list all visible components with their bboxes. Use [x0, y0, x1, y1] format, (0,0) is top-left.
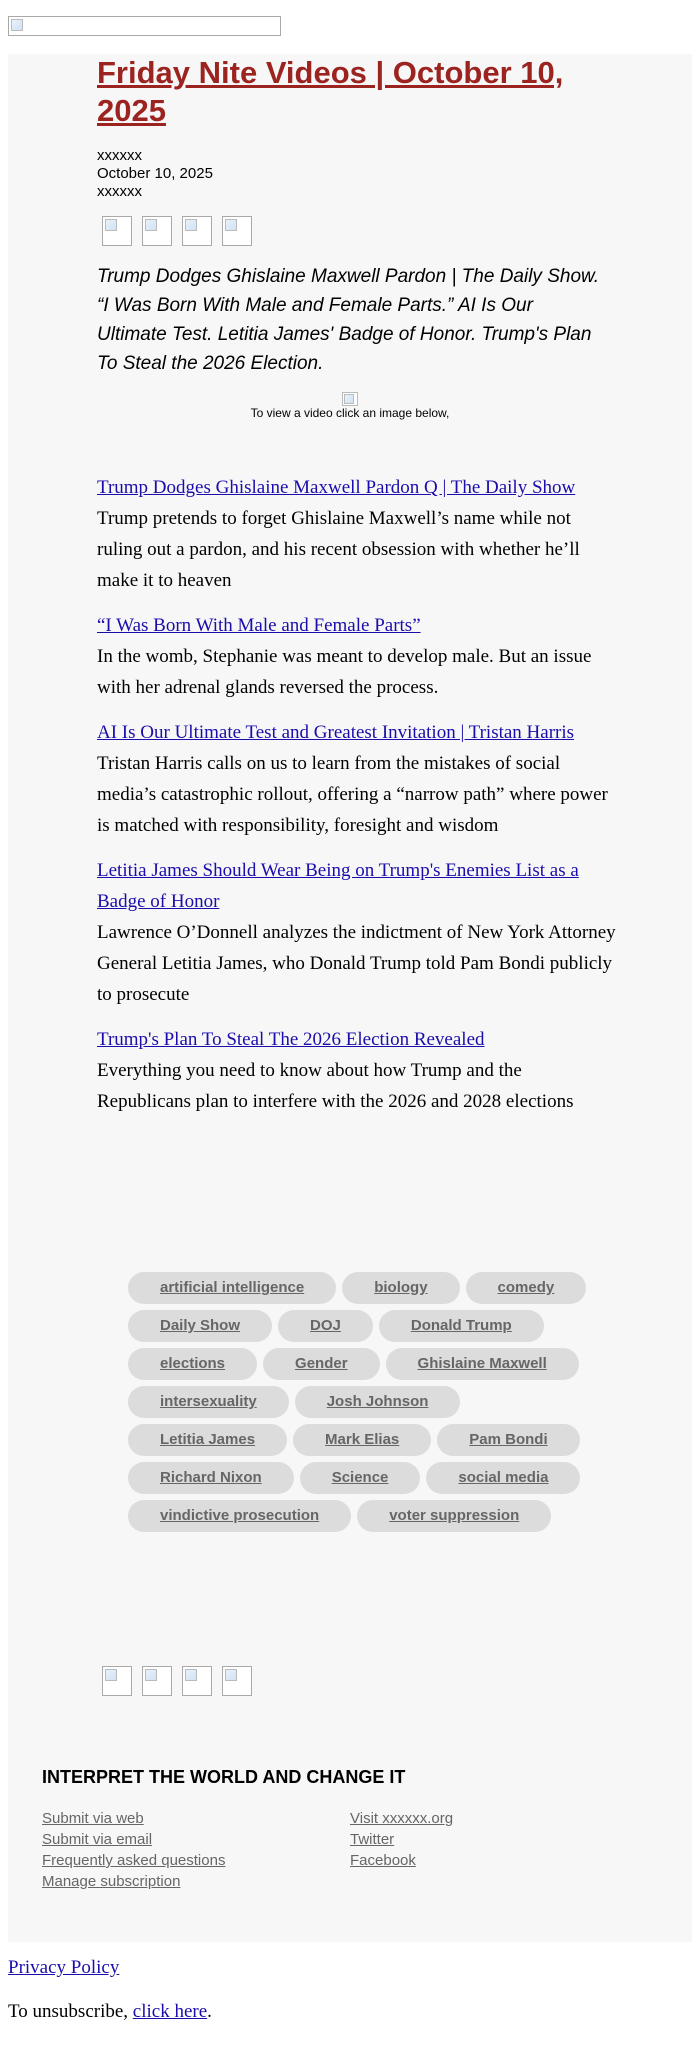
video-instructions: To view a video click an image below, [250, 406, 450, 420]
article-link[interactable]: Letitia James Should Wear Being on Trump's Enemies List as a Badge of Honor [97, 860, 579, 912]
tag-link[interactable]: vindictive prosecution [128, 1500, 351, 1532]
article-link[interactable]: Trump's Plan To Steal The 2026 Election Revealed [97, 1029, 485, 1050]
article-description: Everything you need to know about how Trump and the Republicans plan to interfere with the 2026 and 2028 elections [97, 1060, 574, 1112]
tag-link[interactable]: Pam Bondi [437, 1424, 579, 1456]
meta-date: October 10, 2025 [97, 165, 213, 182]
intro-summary: Trump Dodges Ghislaine Maxwell Pardon | The Daily Show. “I Was Born With Male and Female Parts.” AI Is Our Ultimate Test. Letitia James' Badge of Honor. Trump's Plan To Steal the 2026 Election. [97, 266, 599, 374]
article-link[interactable]: AI Is Our Ultimate Test and Greatest Invitation | Tristan Harris [97, 722, 575, 743]
tag-link[interactable]: artificial intelligence [128, 1272, 336, 1304]
video-thumbnail-image[interactable] [342, 392, 358, 406]
article-link[interactable]: “I Was Born With Male and Female Parts” [97, 615, 421, 636]
footer-link-submit-web[interactable]: Submit via web [42, 1810, 144, 1827]
article-item [97, 1024, 617, 1117]
article-item [97, 472, 617, 596]
tag-list [128, 1272, 588, 1532]
footer-links-left [42, 1808, 225, 1892]
footer-link-faq[interactable]: Frequently asked questions [42, 1852, 226, 1869]
article-description: Tristan Harris calls on us to learn from the mistakes of social media’s catastrophic rollout, offering a “narrow path” where power is matched with responsibility, foresight and wisdom [97, 753, 608, 836]
unsubscribe-line [8, 2000, 212, 2024]
tag-link[interactable]: elections [128, 1348, 257, 1380]
tag-link[interactable]: intersexuality [128, 1386, 289, 1418]
tag-link[interactable]: Richard Nixon [128, 1462, 294, 1494]
share-icon[interactable] [102, 1666, 132, 1696]
tag-link[interactable]: comedy [466, 1272, 587, 1304]
tag-link[interactable]: Gender [263, 1348, 380, 1380]
tag-link[interactable]: social media [426, 1462, 580, 1494]
share-icon[interactable] [182, 216, 212, 246]
footer-link-visit-site[interactable]: Visit xxxxxx.org [350, 1810, 454, 1827]
article-item [97, 610, 617, 703]
newsletter-meta [97, 147, 213, 201]
article-list [97, 472, 617, 1131]
unsubscribe-suffix: . [207, 2001, 212, 2022]
share-icon[interactable] [222, 1666, 252, 1696]
unsubscribe-link[interactable]: click here [132, 2001, 208, 2022]
footer-link-submit-email[interactable]: Submit via email [42, 1831, 153, 1848]
article-description: Trump pretends to forget Ghislaine Maxwell’s name while not ruling out a pardon, and his recent obsession with whether he’ll make it to heaven [97, 508, 580, 591]
footer-link-manage-subscription[interactable]: Manage subscription [42, 1873, 181, 1890]
tag-link[interactable]: biology [342, 1272, 459, 1304]
tag-link[interactable]: Donald Trump [379, 1310, 544, 1342]
tag-link[interactable]: Josh Johnson [295, 1386, 461, 1418]
header-logo-image [8, 16, 281, 36]
article-item [97, 717, 617, 841]
newsletter-card [8, 54, 692, 1942]
tag-link[interactable]: voter suppression [357, 1500, 551, 1532]
tag-link[interactable]: DOJ [278, 1310, 373, 1342]
share-icon[interactable] [182, 1666, 212, 1696]
privacy-policy-link[interactable]: Privacy Policy [8, 1957, 120, 1978]
article-description: In the womb, Stephanie was meant to develop male. But an issue with her adrenal glands reversed the process. [97, 646, 592, 698]
share-icons-top [102, 216, 252, 246]
share-icon[interactable] [102, 216, 132, 246]
footer-link-twitter[interactable]: Twitter [350, 1831, 395, 1848]
share-icons-bottom [102, 1666, 252, 1696]
tag-link[interactable]: Mark Elias [293, 1424, 431, 1456]
article-description: Lawrence O’Donnell analyzes the indictment of New York Attorney General Letitia James, who Donald Trump told Pam Bondi publicly to prosecute [97, 922, 616, 1005]
footer-link-facebook[interactable]: Facebook [350, 1852, 416, 1869]
footer-heading: INTERPRET THE WORLD AND CHANGE IT [42, 1767, 406, 1787]
share-icon[interactable] [142, 1666, 172, 1696]
article-item [97, 855, 617, 1010]
tag-link[interactable]: Daily Show [128, 1310, 272, 1342]
newsletter-title[interactable]: Friday Nite Videos | October 10, 2025 [97, 55, 564, 128]
tag-link[interactable]: Science [300, 1462, 421, 1494]
meta-line-3: xxxxxx [97, 183, 142, 200]
article-link[interactable]: Trump Dodges Ghislaine Maxwell Pardon Q | The Daily Show [97, 477, 576, 498]
footer-links-right [350, 1808, 453, 1871]
tag-link[interactable]: Ghislaine Maxwell [386, 1348, 579, 1380]
unsubscribe-prefix: To unsubscribe, [8, 2001, 133, 2022]
share-icon[interactable] [222, 216, 252, 246]
share-icon[interactable] [142, 216, 172, 246]
meta-line-1: xxxxxx [97, 147, 142, 164]
tag-link[interactable]: Letitia James [128, 1424, 287, 1456]
